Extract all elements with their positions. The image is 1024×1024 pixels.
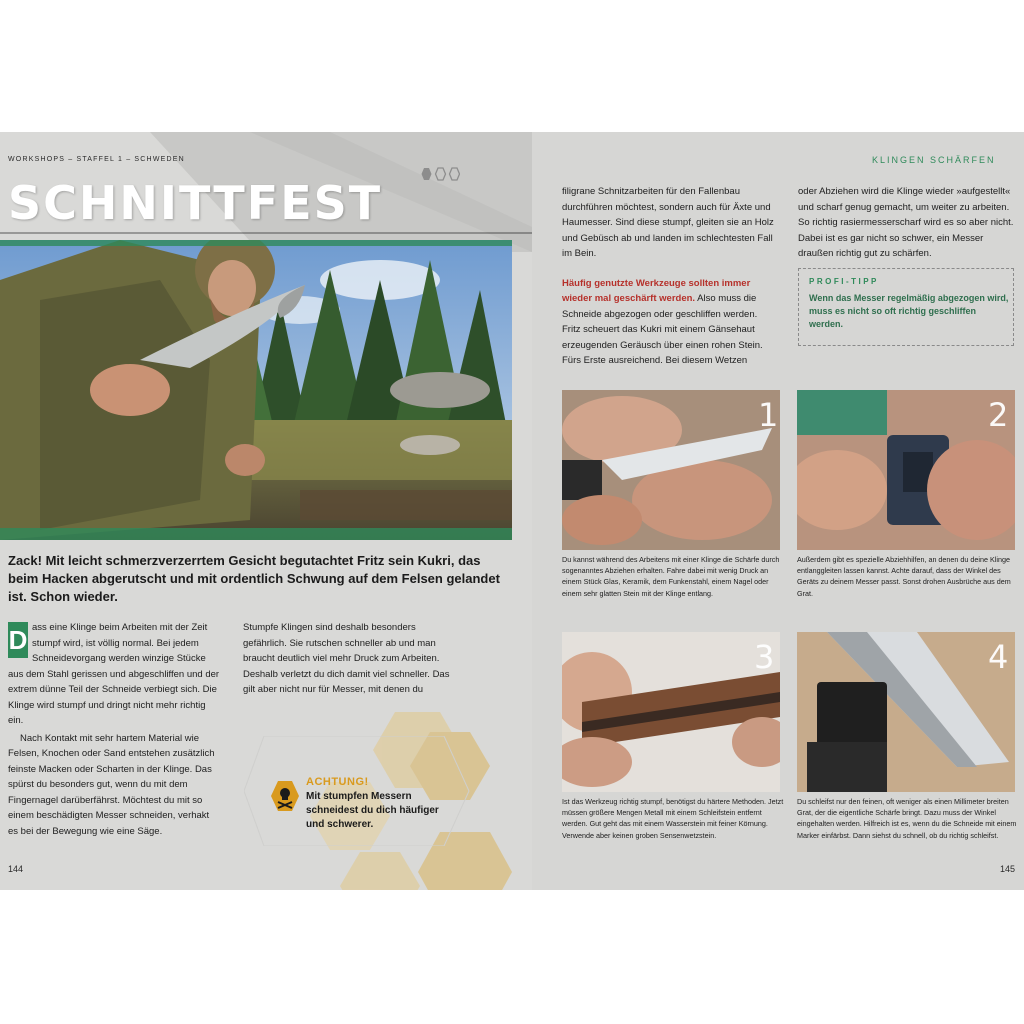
page-number-left: 144 bbox=[8, 864, 24, 874]
body-paragraph-5 bbox=[562, 276, 774, 369]
step-caption-1: Du kannst während des Arbeitens mit einer Klinge die Schärfe durch sogenanntes Abziehen erhalten. Fahre dabei mit wenig Druck an einem Stück Glas, Keramik, dem Funkenstahl, einem Nagel oder einem sehr glatten Stein mit der Klinge entlang. bbox=[562, 555, 780, 598]
step-caption-3: Ist das Werkzeug richtig stumpf, benötigst du härtere Methoden. Jetzt müssen größere Mengen Metall mit einem Schleifstein entfernt werden. Gut geht das mit einem Wasserstein mit feiner Körnung. Verwende aber keinen groben Sensenwetzstein. bbox=[562, 797, 784, 840]
pro-tip-box bbox=[798, 268, 1014, 346]
warning-box bbox=[244, 736, 474, 846]
drop-cap: D bbox=[8, 622, 28, 658]
body-paragraph-6: oder Abziehen wird die Klinge wieder »aufgestellt« und scharf genug gemacht, um weiter zu arbeiten. So richtig rasiermesserscharf wird es so aber nicht. Dabei ist es gar nicht so schwer, ein Messer draußen richtig gut zu schärfen. bbox=[798, 186, 1014, 259]
left-column-1 bbox=[8, 620, 220, 839]
body-text-2: Also muss die Schneide abgezogen oder geschliffen werden. Fritz scheuert das Kukri mit einem Gänsehaut erzeugenden Geräusch über einen rohen Stein. Fürs Erste ausreichend. Bei diesem Wetzen bbox=[562, 293, 763, 366]
man-holding-kukri-photo bbox=[0, 240, 512, 540]
pro-tip-title: PROFI-TIPP bbox=[809, 277, 879, 286]
step-number-4: 4 bbox=[988, 638, 1009, 676]
pocket-sharpener-photo bbox=[797, 390, 1015, 550]
step-number-3: 3 bbox=[754, 638, 775, 676]
pro-tip-text: Wenn das Messer regelmäßig abgezogen wird, muss es nicht so oft richtig geschliffen werden. bbox=[809, 293, 1009, 329]
hexagon-pagination-icon bbox=[418, 167, 460, 181]
body-text: ass eine Klinge beim Arbeiten mit der Zeit stumpf wird, ist völlig normal. Bei jedem Schneidevorgang werden winzige Stücke aus dem Stahl gerissen und abgeschliffen und der extrem dünne Teil der Schneide verbiegt sich. Die Klinge wird stumpf und dringt nicht mehr richtig ein. bbox=[8, 622, 220, 726]
skull-crossbones-icon bbox=[270, 780, 300, 812]
whetstone-photo bbox=[562, 632, 780, 792]
article-title: SCHNITTFEST bbox=[8, 176, 383, 230]
step-caption-4: Du schleifst nur den feinen, oft weniger als einen Millimeter breiten Grat, der die eigentliche Schärfe bringt. Dazu muss der Winkel eingehalten werden. Hilfreich ist es, wenn du die Schneide mit einem Marker einfärbst. Dann siehst du schnell, ob du richtig schleifst. bbox=[797, 797, 1017, 840]
knife-on-stone-photo bbox=[797, 632, 1015, 792]
page-number-right: 145 bbox=[1000, 864, 1016, 874]
left-page bbox=[0, 132, 532, 890]
right-column-1 bbox=[562, 184, 774, 369]
magazine-spread bbox=[0, 132, 1024, 890]
right-page bbox=[532, 132, 1024, 890]
body-paragraph bbox=[8, 620, 220, 729]
section-header: WORKSHOPS – STAFFEL 1 – SCHWEDEN bbox=[8, 156, 185, 163]
step-caption-2: Außerdem gibt es spezielle Abziehhilfen, an denen du deine Klinge entlanggleiten lassen kannst. Achte darauf, dass der Winkel des Geräts zu deinem Messer passt. Sonst drohen Ausbrüche aus dem Grat. bbox=[797, 555, 1011, 598]
knife-sharpening-glass-photo bbox=[562, 390, 780, 550]
body-paragraph-4: filigrane Schnitzarbeiten für den Fallenbau durchführen möchtest, sondern auch für Äxte und Haumesser. Sind diese stumpf, gleiten sie an Holz und Gebüsch ab und landen im schlechtesten Fall im Bein. bbox=[562, 186, 774, 259]
lead-paragraph: Zack! Mit leicht schmerzverzerrtem Gesicht begutachtet Fritz sein Kukri, das beim Hacken abgerutscht und mit ordentlich Schwung auf dem Felsen gelandet ist. Schon wieder. bbox=[8, 553, 500, 604]
step-number-1: 1 bbox=[758, 396, 779, 434]
body-paragraph-2: Nach Kontakt mit sehr hartem Material wie Felsen, Knochen oder Sand entstehen zusätzlich feinste Macken oder Scharten in der Klinge. Das spürst du besonders gut, wenn du mit dem Fingernagel darüberfährst. Möchtest du mit so einem beschädigten Messer schneiden, verhakt es bei der Bewegung wie eine Säge. bbox=[8, 732, 215, 837]
section-header-right: KLINGEN SCHÄRFEN bbox=[872, 155, 996, 165]
left-column-2 bbox=[243, 620, 459, 698]
step-number-2: 2 bbox=[988, 396, 1009, 434]
right-column-2 bbox=[798, 184, 1014, 262]
warning-text: Mit stumpfen Messern schneidest du dich häufiger und schwerer. bbox=[306, 791, 439, 830]
warning-title: ACHTUNG! bbox=[306, 776, 369, 788]
body-paragraph-3: Stumpfe Klingen sind deshalb besonders gefährlich. Sie rutschen schneller ab und man braucht deutlich viel mehr Druck zum Arbeiten. Deshalb verletzt du dich damit viel schneller. Das gilt aber nicht nur für Messer, mit denen du bbox=[243, 622, 450, 695]
highlighted-text: Häufig genutzte Werkzeuge sollten immer wieder mal geschärft werden. bbox=[562, 277, 751, 304]
